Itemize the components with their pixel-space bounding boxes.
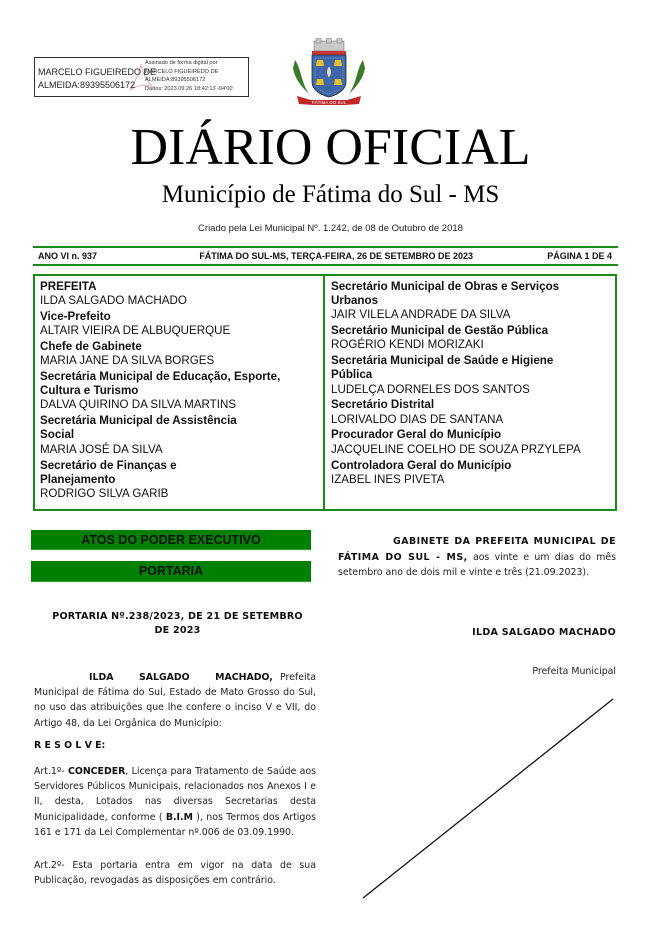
signature-detail-line: ALMEIDA:89395506172 xyxy=(145,77,206,84)
official-entry xyxy=(331,280,613,323)
gabinete-closing xyxy=(338,534,616,581)
article-1-verb: CONCEDER xyxy=(67,766,126,777)
official-role: Procurador Geral do Município xyxy=(331,428,502,442)
blank-space-diagonal-line xyxy=(355,692,625,904)
official-role: Secretário Municipal de Gestão Pública xyxy=(331,323,549,337)
portaria-title-line: PORTARIA Nº.238/2023, DE 21 DE SETEMBRO xyxy=(52,611,303,622)
official-name: ALTAIR VIEIRA DE ALBUQUERQUE xyxy=(40,323,231,337)
officials-directory xyxy=(33,274,617,511)
official-role: Secretária Municipal de Educação, Esporte, Cultura e Turismo xyxy=(40,369,281,398)
official-role: PREFEITA xyxy=(40,279,97,293)
official-name: DALVA QUIRINO DA SILVA MARTINS xyxy=(40,398,237,412)
column-divider xyxy=(323,276,325,509)
gabinete-heading: GABINETE DA PREFEITA MUNICIPAL DE FÁTIMA DO SUL - MS, xyxy=(338,536,616,563)
official-entry xyxy=(331,428,613,457)
page-indicator: PÁGINA 1 DE 4 xyxy=(547,251,612,261)
official-role: Secretário Distrital xyxy=(331,398,435,412)
official-entry xyxy=(331,398,613,427)
edition-number: ANO VI n. 937 xyxy=(38,251,98,261)
svg-text:FÁTIMA DO SUL: FÁTIMA DO SUL xyxy=(311,100,347,105)
official-entry xyxy=(40,414,318,457)
official-name: JACQUELINE COELHO DE SOUZA PRZYLEPA xyxy=(331,442,581,456)
official-role: Chefe de Gabinete xyxy=(40,339,142,353)
official-name: RODRIGO SILVA GARIB xyxy=(40,487,169,501)
portaria-intro xyxy=(34,670,316,731)
article-2: Art.2º- Esta portaria entra em vigor na data de sua Publicação, revogadas as disposições em contrário. xyxy=(34,860,316,887)
official-entry xyxy=(40,310,318,339)
official-name: MARIA JOSÉ DA SILVA xyxy=(40,442,163,456)
official-name: LUDELÇA DORNELES DOS SANTOS xyxy=(331,382,530,396)
signer-role: Prefeita Municipal xyxy=(532,666,616,677)
portaria-title xyxy=(40,610,315,638)
header-top-rule xyxy=(33,246,618,248)
signer-name: ILDA SALGADO MACHADO xyxy=(472,627,616,638)
official-name: ILDA SALGADO MACHADO xyxy=(40,293,187,307)
signer-line-2: ALMEIDA:89395506172 xyxy=(38,80,136,90)
page-subtitle: Município de Fátima do Sul - MS xyxy=(161,181,500,208)
signature-signer-name xyxy=(38,66,156,92)
closing-date-text: aos vinte e um dias do mês setembro ano de dois mil e vinte e três (21.09.2023). xyxy=(338,551,616,578)
official-role: Secretária Municipal de Saúde e Higiene Pública xyxy=(331,353,554,382)
official-role: Vice-Prefeito xyxy=(40,309,111,323)
portaria-title-line: DE 2023 xyxy=(154,625,201,636)
municipal-coat-of-arms-icon xyxy=(287,38,371,108)
officials-right-column xyxy=(331,278,613,487)
signature-detail-line: Dados: 2023.09.26 18:42:13 -04'00' xyxy=(145,85,234,92)
official-entry xyxy=(40,280,318,309)
official-role: Secretária Municipal de Assistência Social xyxy=(40,414,237,442)
bim-reference: B.I.M xyxy=(165,811,193,823)
resolve-heading: R E S O L V E: xyxy=(34,740,106,751)
creation-law-note: Criado pela Lei Municipal Nº. 1.242, de 08 de Outubro de 2018 xyxy=(198,223,463,234)
article-1-text-cont: ), nos Termos dos Artigos 161 e 171 da Lei Complementar nº.006 de 03.09.1990. xyxy=(34,811,316,838)
official-name: MARIA JANE DA SILVA BORGES xyxy=(40,353,215,367)
officials-left-column xyxy=(40,278,318,501)
official-entry xyxy=(40,340,318,369)
official-entry xyxy=(331,459,613,488)
official-entry xyxy=(331,354,613,397)
section-header-executive-acts: ATOS DO PODER EXECUTIVO xyxy=(31,530,311,550)
official-name: ROGÉRIO KENDI MORIZAKI xyxy=(331,338,484,352)
article-1-label: Art.1º- xyxy=(34,766,68,777)
article-1-text: , Licença para Tratamento de Saúde aos Servidores Públicos Municipais, relacionados nos Anexos I e II, desta, Lotados nas diversas Secretarias desta Municipalidade, conforme ( xyxy=(34,766,317,823)
official-name: JAIR VILELA ANDRADE DA SILVA xyxy=(331,308,511,322)
official-role: Secretário Municipal de Obras e Serviços Urbanos xyxy=(331,279,560,307)
signature-detail-line: MARCELO FIGUEIREDO DE xyxy=(145,68,219,75)
official-entry xyxy=(40,459,318,502)
official-role: Controladora Geral do Município xyxy=(331,458,512,472)
article-1 xyxy=(34,764,316,840)
signature-details xyxy=(145,59,234,93)
signature-detail-line: Assinado de forma digital por xyxy=(145,60,218,66)
official-role: Secretário de Finanças e Planejamento xyxy=(40,458,177,486)
section-header-portaria: PORTARIA xyxy=(31,561,311,582)
official-entry xyxy=(40,370,318,413)
signer-line-1: MARCELO FIGUEIREDO DE xyxy=(38,67,157,77)
page-title: DIÁRIO OFICIAL xyxy=(130,119,531,176)
intro-text: Prefeita Municipal de Fátima do Sul, Estado de Mato Grosso do Sul, no uso das atribuições que lhe confere o inciso V e VII, do Artigo 48, da Lei Orgânica do Município: xyxy=(34,672,316,729)
official-entry xyxy=(331,324,613,353)
official-name: LORIVALDO DIAS DE SANTANA xyxy=(331,412,504,426)
official-name: IZABEL INES PIVETA xyxy=(331,472,445,486)
issue-info-bar xyxy=(38,251,612,263)
issue-date: FÁTIMA DO SUL-MS, TERÇA-FEIRA, 26 DE SETEMBRO DE 2023 xyxy=(199,251,474,261)
header-bottom-rule xyxy=(33,264,618,266)
mayor-name: ILDA SALGADO MACHADO, xyxy=(89,672,273,683)
